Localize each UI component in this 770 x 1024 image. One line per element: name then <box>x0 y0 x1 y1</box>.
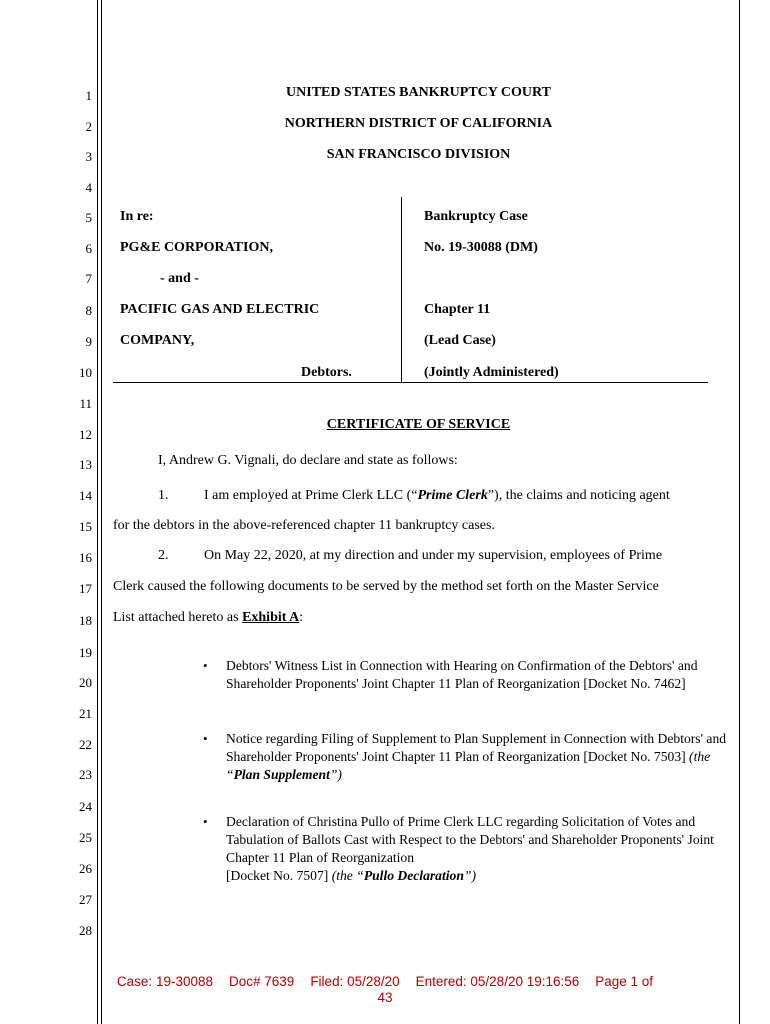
paragraph-1-line2: for the debtors in the above-referenced chapter 11 bankruptcy cases. <box>113 518 495 533</box>
footer-filed: Filed: 05/28/20 <box>310 974 400 989</box>
chapter-label: Chapter 11 <box>424 302 491 317</box>
footer-doc: Doc# 7639 <box>229 974 295 989</box>
p1-text-a: I am employed at Prime Clerk LLC (“ <box>204 488 418 503</box>
exhibit-a-reference: Exhibit A <box>242 610 300 625</box>
bullet-icon: • <box>203 658 208 673</box>
ecf-footer-line1 <box>0 974 770 990</box>
line-number: 3 <box>85 149 92 164</box>
footer-page: Page 1 of <box>595 974 654 989</box>
served-document-2-tail: (the “Plan Supplement”) <box>226 749 711 782</box>
debtor-pge-corporation: PG&E CORPORATION, <box>120 240 273 255</box>
line-number: 7 <box>85 271 92 286</box>
caption-bottom-rule <box>113 382 708 383</box>
served-document-3-text: Declaration of Christina Pullo of Prime Clerk LLC regarding Solicitation of Votes and Tabulation of Ballots Cast with Respect to the Debtors' and Shareholder Proponents' Joint Chapter 11 Plan of Reorganization <box>226 814 714 865</box>
debtor-pacific-gas-line1: PACIFIC GAS AND ELECTRIC <box>120 302 320 317</box>
line-number: 18 <box>79 613 92 628</box>
jointly-administered-label: (Jointly Administered) <box>424 365 559 380</box>
line-number: 13 <box>79 457 92 472</box>
document-title-text: CERTIFICATE OF SERVICE <box>326 417 511 432</box>
line-number: 8 <box>85 303 92 318</box>
paragraph-2-number: 2. <box>158 548 169 563</box>
served-document-3 <box>226 813 736 885</box>
court-district: NORTHERN DISTRICT OF CALIFORNIA <box>284 116 553 131</box>
line-number: 2 <box>85 119 92 134</box>
line-number: 27 <box>79 892 92 907</box>
line-number: 24 <box>79 799 92 814</box>
debtor-pacific-gas-line2: COMPANY, <box>120 333 195 348</box>
served-document-3-docket: [Docket No. 7507] <box>226 868 329 883</box>
left-margin-rule-outer <box>97 0 98 1024</box>
right-margin-rule <box>739 0 740 1024</box>
debtors-label: Debtors. <box>301 365 352 380</box>
line-number: 19 <box>79 645 92 660</box>
court-name: UNITED STATES BANKRUPTCY COURT <box>286 85 551 100</box>
and-separator: - and - <box>160 271 199 286</box>
bullet-icon: • <box>203 731 208 746</box>
line-number: 16 <box>79 550 92 565</box>
line-number: 14 <box>79 488 92 503</box>
line-number: 23 <box>79 767 92 782</box>
line-number: 5 <box>85 210 92 225</box>
line-number: 21 <box>79 706 92 721</box>
caption-divider <box>401 197 402 382</box>
document-title <box>100 416 737 434</box>
in-re-label: In re: <box>120 209 154 224</box>
line-number: 20 <box>79 675 92 690</box>
line-number: 6 <box>85 241 92 256</box>
line-number: 10 <box>79 365 92 380</box>
p1-text-c: ”), the claims and noticing agent <box>487 488 670 503</box>
served-document-2 <box>226 730 736 784</box>
paragraph-1-number: 1. <box>158 488 169 503</box>
p1-defined-term: Prime Clerk <box>417 488 488 503</box>
served-document-1-text: Debtors' Witness List in Connection with Hearing on Confirmation of the Debtors' and Shareholder Proponents' Joint Chapter 11 Plan of Reorganization [Docket No. 7462] <box>226 658 698 691</box>
served-document-2-text: Notice regarding Filing of Supplement to Plan Supplement in Connection with Debtors' and Shareholder Proponents' Joint Chapter 11 Plan of Reorganization [Docket No. 7503] <box>226 731 727 764</box>
line-number: 11 <box>79 396 92 411</box>
line-number: 4 <box>85 180 92 195</box>
p2-text-a: List attached hereto as <box>113 610 243 625</box>
paragraph-2-line3 <box>113 609 303 627</box>
paragraph-2-line2: Clerk caused the following documents to be served by the method set forth on the Master Service <box>113 579 659 594</box>
bullet-icon: • <box>203 814 208 829</box>
line-number: 25 <box>79 830 92 845</box>
footer-total-pages: 43 <box>377 990 393 1005</box>
court-division: SAN FRANCISCO DIVISION <box>326 147 511 162</box>
intro-paragraph: I, Andrew G. Vignali, do declare and state as follows: <box>158 453 458 468</box>
case-label: Bankruptcy Case <box>424 209 528 224</box>
footer-case: Case: 19-30088 <box>116 974 213 989</box>
paragraph-1-line1 <box>204 487 670 505</box>
case-number: No. 19-30088 (DM) <box>424 240 538 255</box>
served-document-3-tail: (the “Pullo Declaration”) <box>328 868 476 883</box>
paragraph-2-line1: On May 22, 2020, at my direction and under my supervision, employees of Prime <box>204 548 663 563</box>
p2-text-c: : <box>299 610 304 625</box>
line-number: 15 <box>79 519 92 534</box>
served-document-1 <box>226 657 736 693</box>
line-number: 1 <box>85 88 92 103</box>
lead-case-label: (Lead Case) <box>424 333 496 348</box>
line-number: 9 <box>85 334 92 349</box>
line-number: 28 <box>79 923 92 938</box>
ecf-footer <box>0 974 770 1006</box>
line-number: 26 <box>79 861 92 876</box>
line-number: 17 <box>79 581 92 596</box>
line-number: 12 <box>79 427 92 442</box>
footer-entered: Entered: 05/28/20 19:16:56 <box>415 974 580 989</box>
line-number: 22 <box>79 737 92 752</box>
